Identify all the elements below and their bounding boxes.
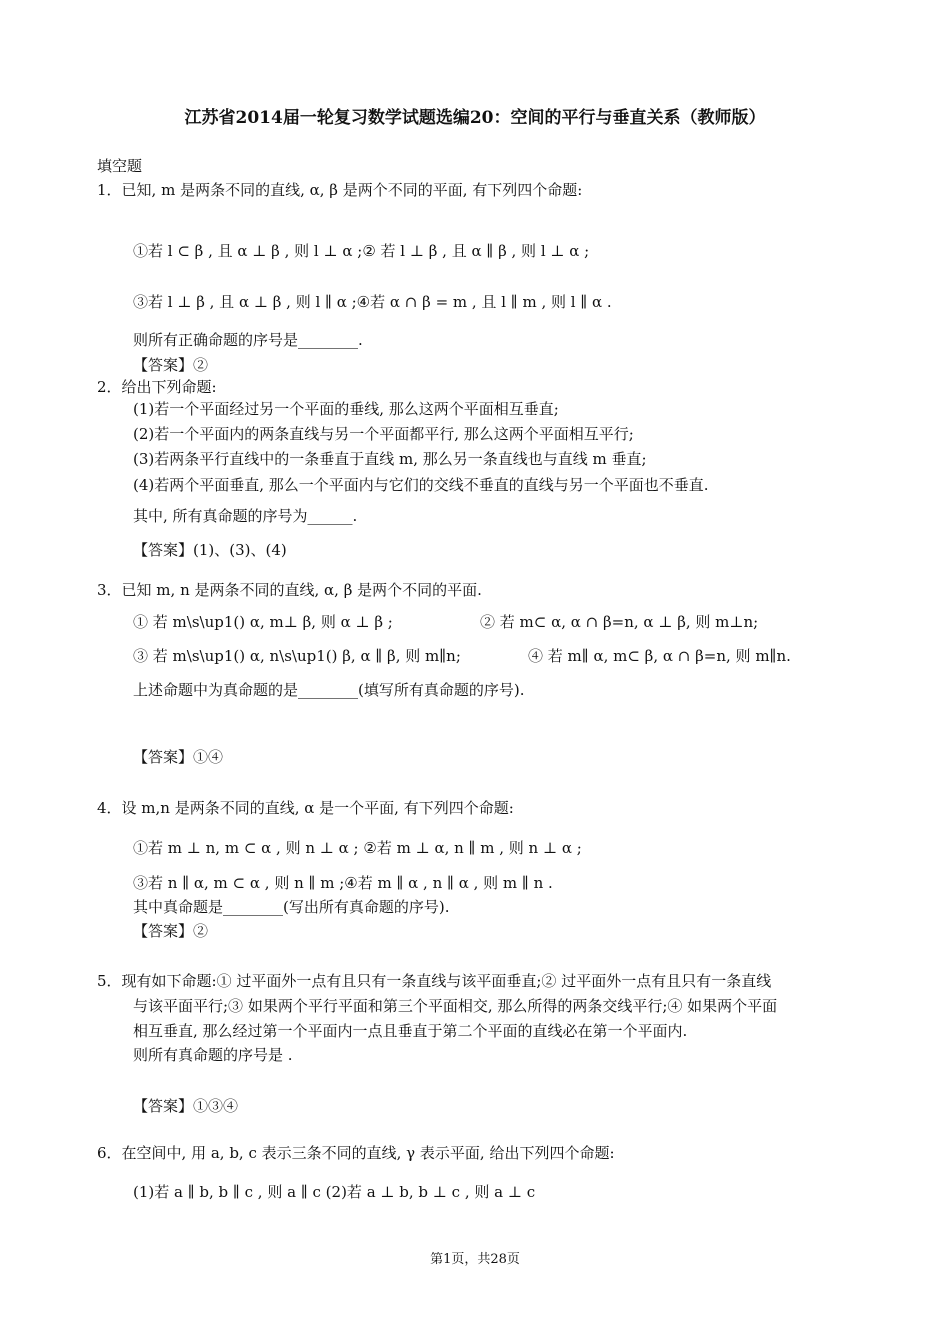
question-3-prop-2: ② 若 m⊂ α, α ∩ β=n, α ⊥ β, 则 m⊥n;	[480, 613, 759, 631]
question-1-line-a: ①若 l ⊂ β , 且 α ⊥ β , 则 l ⊥ α ;② 若 l ⊥ β , 且 α ∥ β , 则 l ⊥ α ;	[133, 242, 590, 260]
question-2-item-1: (1)若一个平面经过另一个平面的垂线, 那么这两个平面相互垂直;	[133, 400, 559, 418]
question-2-item-3: (3)若两条平行直线中的一条垂直于直线 m, 那么另一条直线也与直线 m 垂直;	[133, 450, 647, 468]
page-footer: 第1页，共28页	[430, 1252, 520, 1267]
question-6-line-a: (1)若 a ∥ b, b ∥ c , 则 a ∥ c (2)若 a ⊥ b, b ⊥ c , 则 a ⊥ c	[133, 1183, 536, 1201]
question-5-line-2: 与该平面平行;③ 如果两个平行平面和第三个平面相交, 那么所得的两条交线平行;④ 如果两个平面	[133, 997, 778, 1015]
section-heading: 填空题	[97, 157, 143, 175]
question-5-prompt: 则所有真命题的序号是 .	[133, 1046, 293, 1064]
question-2-answer: 【答案】(1)、(3)、(4)	[133, 541, 287, 559]
question-5-line-1: 5．现有如下命题:① 过平面外一点有且只有一条直线与该平面垂直;② 过平面外一点有且只有一条直线	[97, 972, 772, 990]
question-4-line-b: ③若 n ∥ α, m ⊂ α , 则 n ∥ m ;④若 m ∥ α , n ∥ α , 则 m ∥ n .	[133, 874, 553, 892]
question-2-item-2: (2)若一个平面内的两条直线与另一个平面都平行, 那么这两个平面相互平行;	[133, 425, 634, 443]
question-4-stem: 4．设 m,n 是两条不同的直线, α 是一个平面, 有下列四个命题:	[97, 799, 514, 817]
question-2-item-4: (4)若两个平面垂直, 那么一个平面内与它们的交线不垂直的直线与另一个平面也不垂直.	[133, 476, 709, 494]
question-6-stem: 6．在空间中, 用 a, b, c 表示三条不同的直线, γ 表示平面, 给出下列四个命题:	[97, 1144, 615, 1162]
question-5-answer: 【答案】①③④	[133, 1097, 239, 1115]
question-2-prompt: 其中, 所有真命题的序号为______.	[133, 507, 358, 525]
question-2-stem: 2．给出下列命题:	[97, 378, 217, 396]
question-3-stem: 3．已知 m, n 是两条不同的直线, α, β 是两个不同的平面.	[97, 581, 482, 599]
question-3-prop-3: ③ 若 m\s\up1() α, n\s\up1() β, α ∥ β, 则 m∥n;	[133, 647, 461, 665]
question-1-prompt: 则所有正确命题的序号是________.	[133, 331, 363, 349]
question-3-prop-1: ① 若 m\s\up1() α, m⊥ β, 则 α ⊥ β ;	[133, 613, 393, 631]
question-3-prop-4: ④ 若 m∥ α, m⊂ β, α ∩ β=n, 则 m∥n.	[528, 647, 791, 665]
question-4-answer: 【答案】②	[133, 922, 209, 940]
question-3-answer: 【答案】①④	[133, 748, 224, 766]
question-1-stem: 1．已知, m 是两条不同的直线, α, β 是两个不同的平面, 有下列四个命题:	[97, 181, 583, 199]
question-3-prompt: 上述命题中为真命题的是________(填写所有真命题的序号).	[133, 681, 525, 699]
question-1-answer: 【答案】②	[133, 356, 209, 374]
question-5-line-3: 相互垂直, 那么经过第一个平面内一点且垂直于第二个平面的直线必在第一个平面内.	[133, 1022, 688, 1040]
question-4-prompt: 其中真命题是________(写出所有真命题的序号).	[133, 898, 450, 916]
document-title: 江苏省2014届一轮复习数学试题选编20：空间的平行与垂直关系（教师版）	[184, 108, 766, 128]
question-4-line-a: ①若 m ⊥ n, m ⊂ α , 则 n ⊥ α ; ②若 m ⊥ α, n ∥ m , 则 n ⊥ α ;	[133, 839, 582, 857]
question-1-line-b: ③若 l ⊥ β , 且 α ⊥ β , 则 l ∥ α ;④若 α ∩ β = m , 且 l ∥ m , 则 l ∥ α .	[133, 293, 612, 311]
